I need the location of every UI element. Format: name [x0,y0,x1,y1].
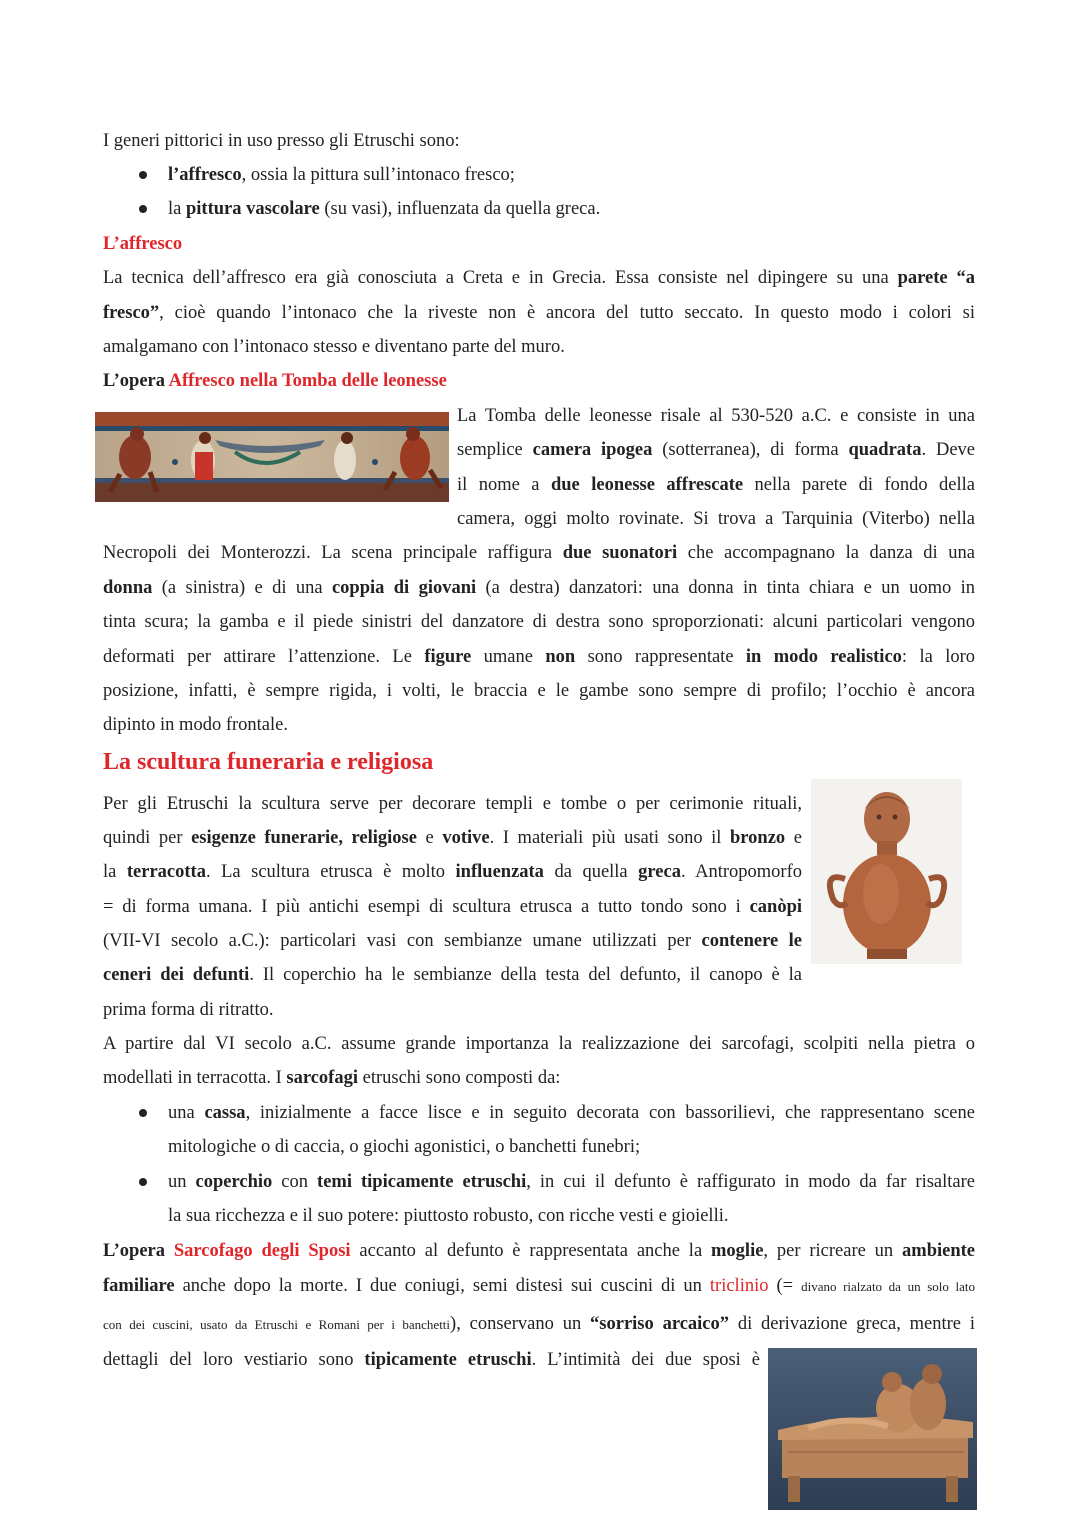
intro-text: I generi pittorici in uso presso gli Etruschi sono: [103,131,460,151]
list-item-coperchio-cont: la sua ricchezza e il suo potere: piuttosto robusto, con ricche vesti e gioielli. [168,1206,729,1226]
paragraph-line: semplice camera ipogea (sotterranea), di forma quadrata. Deve [457,440,975,460]
bullet-marker [139,205,147,213]
opera-heading-affresco: L’opera Affresco nella Tomba delle leonesse [103,371,447,391]
paragraph-line: tinta scura; la gamba e il piede sinistri del danzatore di destra sono sproporzionati: alcuni particolari vengono [103,612,975,632]
paragraph-line: con dei cuscini, usato da Etruschi e Romani per i banchetti), conservano un “sorriso arcaico” di derivazione greca, mentre i [103,1314,975,1334]
paragraph-line: = di forma umana. I più antichi esempi di scultura etrusca a tutto tondo sono i canòpi [103,897,802,917]
paragraph-line: (VII-VI secolo a.C.): particolari vasi con sembianze umane utilizzati per contenere le [103,931,802,951]
paragraph-line: Per gli Etruschi la scultura serve per decorare templi e tombe o per cerimonie rituali, [103,794,802,814]
paragraph-line: La tecnica dell’affresco era già conosciuta a Creta e in Grecia. Essa consiste nel dipingere su una parete “a [103,268,975,288]
list-item-cassa: una cassa, inizialmente a facce lisce e in seguito decorata con bassorilievi, che rappresentano scene [168,1103,975,1123]
genre-item-vascolare: la pittura vascolare (su vasi), influenzata da quella greca. [168,199,601,219]
paragraph-line: camera, oggi molto rovinate. Si trova a Tarquinia (Viterbo) nella [457,509,975,529]
paragraph-line: modellati in terracotta. I sarcofagi etruschi sono composti da: [103,1068,561,1088]
paragraph-line: donna (a sinistra) e di una coppia di giovani (a destra) danzatori: una donna in tinta chiara e un uomo in [103,578,975,598]
paragraph-line: A partire dal VI secolo a.C. assume grande importanza la realizzazione dei sarcofagi, scolpiti nella pietra o [103,1034,975,1054]
section-heading-scultura: La scultura funeraria e religiosa [103,749,434,775]
paragraph-line: fresco”, cioè quando l’intonaco che la riveste non è ancora del tutto seccato. In questo modo i colori si [103,303,975,323]
bullet-marker [139,1109,147,1117]
canopo-image [811,779,962,964]
paragraph-line: la terracotta. La scultura etrusca è molto influenzata da quella greca. Antropomorfo [103,862,802,882]
paragraph-line: deformati per attirare l’attenzione. Le figure umane non sono rappresentate in modo realistico: la loro [103,647,975,667]
bullet-marker [139,1178,147,1186]
paragraph-line: il nome a due leonesse affrescate nella parete di fondo della [457,475,975,495]
paragraph-line: Necropoli dei Monterozzi. La scena principale raffigura due suonatori che accompagnano la danza di una [103,543,976,563]
paragraph-line: prima forma di ritratto. [103,1000,274,1020]
paragraph-line: familiare anche dopo la morte. I due coniugi, semi distesi sui cuscini di un triclinio (= divano rialzato da un solo lato [103,1276,975,1296]
list-item-coperchio: un coperchio con temi tipicamente etruschi, in cui il defunto è raffigurato in modo da far risaltare [168,1172,976,1192]
paragraph-line: dipinto in modo frontale. [103,715,288,735]
genre-item-affresco: l’affresco, ossia la pittura sull’intonaco fresco; [168,165,515,185]
list-item-cassa-cont: mitologiche o di caccia, o giochi agonistici, o banchetti funebri; [168,1137,641,1157]
section-heading-affresco: L’affresco [103,234,183,254]
tomba-leonesse-fresco-image [95,412,449,502]
paragraph-line: La Tomba delle leonesse risale al 530-520 a.C. e consiste in una [457,406,975,426]
paragraph-line: dettagli del loro vestiario sono tipicamente etruschi. L’intimità dei due sposi è [103,1350,760,1370]
opera-heading-sarcofago: L’opera Sarcofago degli Sposi accanto al defunto è rappresentata anche la moglie, per ricreare un ambiente [103,1241,976,1261]
bullet-marker [139,171,147,179]
paragraph-line: amalgamano con l’intonaco stesso e diventano parte del muro. [103,337,565,357]
paragraph-line: ceneri dei defunti. Il coperchio ha le sembianze della testa del defunto, il canopo è la [103,965,802,985]
paragraph-line: posizione, infatti, è sempre rigida, i volti, le braccia e le gambe sono sempre di profilo; l’occhio è ancora [103,681,975,701]
paragraph-line: quindi per esigenze funerarie, religiose e votive. I materiali più usati sono il bronzo e [103,828,802,848]
sarcofago-sposi-image [768,1348,977,1510]
